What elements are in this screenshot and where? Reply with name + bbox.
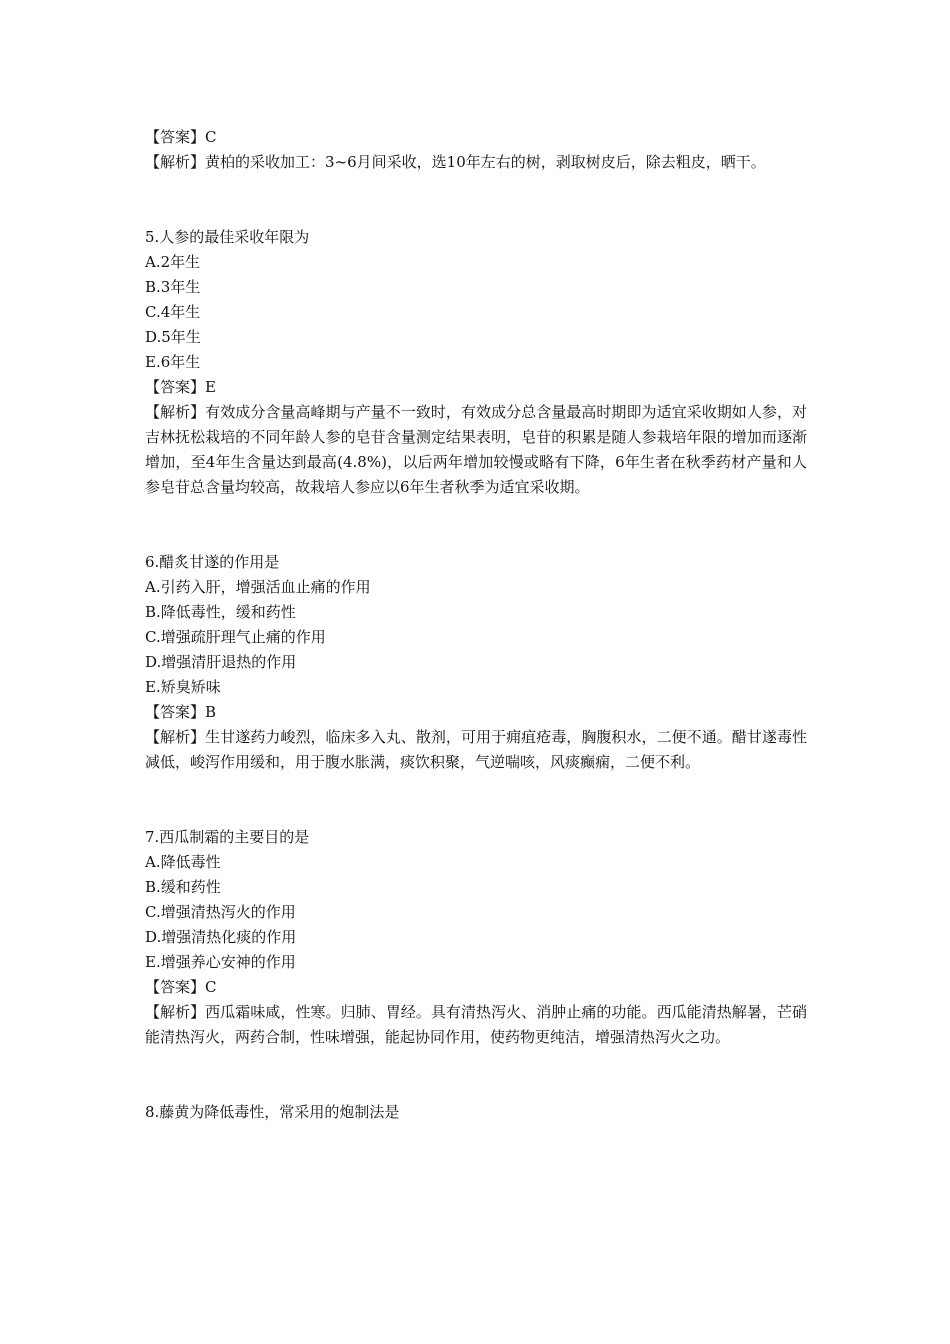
option-d: D.增强清热化痰的作用 <box>145 928 297 946</box>
question-stem: 5.人参的最佳采收年限为 <box>145 228 310 246</box>
option-a: A.降低毒性 <box>145 853 221 871</box>
spacer <box>145 175 807 225</box>
option-c: C.增强清热泻火的作用 <box>145 903 296 921</box>
document-content <box>145 125 807 1125</box>
answer-line: 【答案】E <box>145 378 216 396</box>
analysis-paragraph: 【解析】西瓜霜味咸，性寒。归肺、胃经。具有清热泻火、消肿止痛的功能。西瓜能清热解暑，芒硝能清热泻火，两药合制，性味增强，能起协同作用，使药物更纯洁，增强清热泻火之功。 <box>145 1003 807 1046</box>
spacer <box>145 1050 807 1100</box>
option-b: B.降低毒性，缓和药性 <box>145 603 296 621</box>
option-c: C.增强疏肝理气止痛的作用 <box>145 628 326 646</box>
question-stem: 7.西瓜制霜的主要目的是 <box>145 828 310 846</box>
spacer <box>145 500 807 550</box>
answer-line: 【答案】C <box>145 978 217 996</box>
answer-line: 【答案】B <box>145 703 217 721</box>
option-e: E.6年生 <box>145 353 201 371</box>
spacer <box>145 775 807 825</box>
option-e: E.增强养心安神的作用 <box>145 953 296 971</box>
question-stem: 8.藤黄为降低毒性，常采用的炮制法是 <box>145 1103 400 1121</box>
option-b: B.3年生 <box>145 278 201 296</box>
option-d: D.5年生 <box>145 328 201 346</box>
option-d: D.增强清肝退热的作用 <box>145 653 297 671</box>
question-8 <box>145 1100 807 1125</box>
answer-line: 【答案】C <box>145 128 217 146</box>
analysis-paragraph: 【解析】生甘遂药力峻烈，临床多入丸、散剂，可用于痈疽疮毒，胸腹积水，二便不通。醋甘遂毒性减低，峻泻作用缓和，用于腹水胀满，痰饮积聚，气逆喘咳，风痰癫痫，二便不利。 <box>145 728 807 771</box>
option-c: C.4年生 <box>145 303 201 321</box>
question-stem: 6.醋炙甘遂的作用是 <box>145 553 280 571</box>
option-b: B.缓和药性 <box>145 878 221 896</box>
option-a: A.引药入肝，增强活血止痛的作用 <box>145 578 371 596</box>
question-5 <box>145 225 807 500</box>
question-4-tail <box>145 125 807 175</box>
analysis-paragraph: 【解析】有效成分含量高峰期与产量不一致时，有效成分总含量最高时期即为适宜采收期如人参，对吉林抚松栽培的不同年龄人参的皂苷含量测定结果表明，皂苷的积累是随人参栽培年限的增加而逐渐增加，至4年生含量达到最高(4.8%)，以后两年增加较慢或略有下降，6年生者在秋季药材产量和人参皂苷总含量均较高，故栽培人参应以6年生者秋季为适宜采收期。 <box>145 403 807 496</box>
analysis-paragraph: 【解析】黄柏的采收加工：3~6月间采收，选10年左右的树，剥取树皮后，除去粗皮，晒干。 <box>145 153 766 171</box>
question-6 <box>145 550 807 775</box>
question-7 <box>145 825 807 1050</box>
option-e: E.矫臭矫味 <box>145 678 221 696</box>
option-a: A.2年生 <box>145 253 201 271</box>
